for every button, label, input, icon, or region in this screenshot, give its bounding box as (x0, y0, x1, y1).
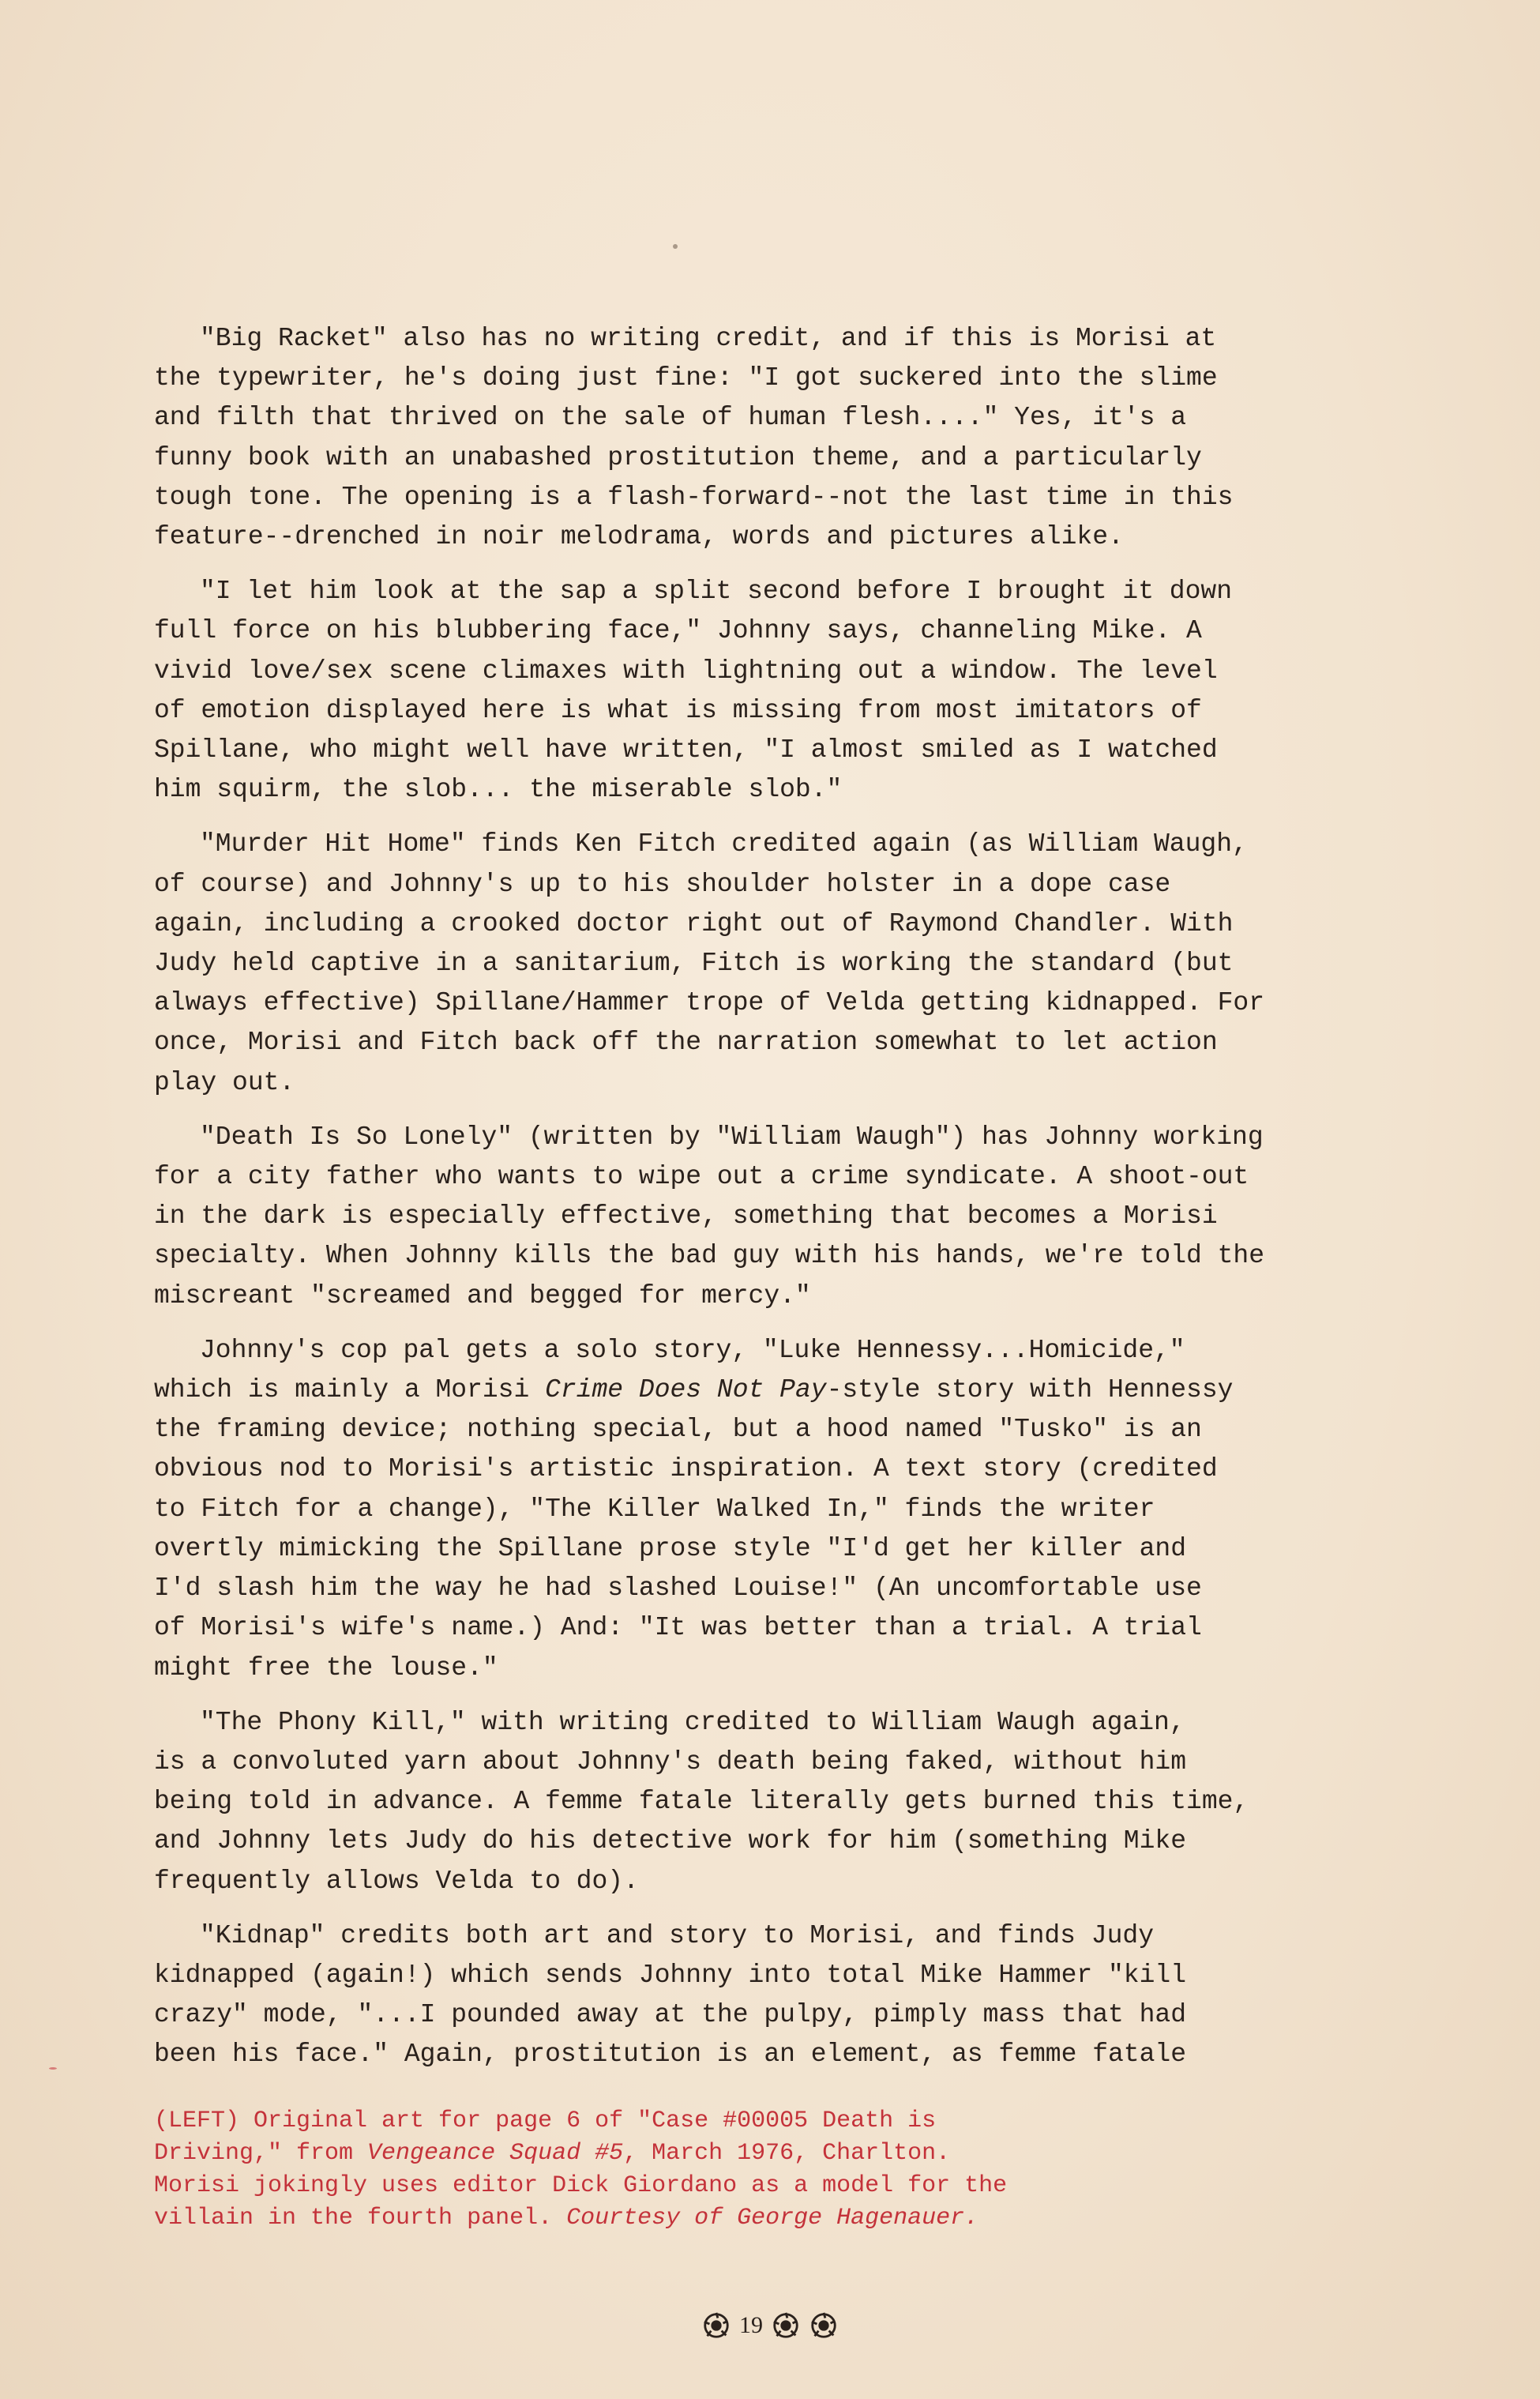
article-body (154, 319, 1394, 2090)
paragraph-sap: "I let him look at the sap a split second before I brought it down full force on his blubbering face," Johnny says, channeling Mike. A vivid love/sex scene climaxes with lightning out a window. The level of emotion displayed here is what is missing from most imitators of Spillane, who might well have written, "I almost smiled as I watched him squirm, the slob... the miserable slob." (154, 577, 1233, 805)
caption-italic-title: Vengeance Squad #5 (367, 2140, 624, 2167)
paper-speck (673, 244, 678, 249)
caption-text: , March 1976, Charlton. Morisi jokingly uses editor Dick Giordano as a model for the villain in the fourth panel. (154, 2140, 1008, 2232)
paragraph-big-racket: "Big Racket" also has no writing credit, and if this is Morisi at the typewriter, he's doing just fine: "I got suckered into the slime and filth that thrived on the sale of human flesh...." Yes, it's a funny book with an unabashed prostitution theme, and a particularly tough tone. The opening is a flash-forward--not the last time in this feature--drenched in noir melodrama, words and pictures alike. (154, 324, 1234, 552)
italic-title: Crime Does Not Pay (545, 1375, 827, 1405)
page-folio (0, 2311, 1540, 2341)
paragraph-murder-hit-home: "Murder Hit Home" finds Ken Fitch credited again (as William Waugh, of course) and Johnny's up to his shoulder holster in a dope case again, including a crooked doctor right out of Raymond Chandler. With Judy held captive in a sanitarium, Fitch is working the standard (but always effective) Spillane/Hammer trope of Velda getting kidnapped. For once, Morisi and Fitch back off the narration somewhat to let action play out. (154, 829, 1265, 1097)
bullet-hole-icon (809, 2311, 839, 2341)
paragraph-death-is-so-lonely: "Death Is So Lonely" (written by "William Waugh") has Johnny working for a city father who wants to wipe out a crime syndicate. A shoot-out in the dark is especially effective, something that becomes a Morisi specialty. When Johnny kills the bad guy with his hands, we're told the miscreant "screamed and begged for mercy." (154, 1122, 1265, 1310)
paragraph-luke-hennessy (154, 1331, 1394, 1688)
bullet-hole-icon (771, 2311, 801, 2341)
caption-credit: Courtesy of George Hagenauer. (566, 2205, 979, 2232)
paper-speck (49, 2067, 57, 2070)
paragraph-text: Johnny's cop pal gets a solo story, "Luke Hennessy...Homicide," which is mainly a Morisi (154, 1335, 1185, 1405)
caption-text: (LEFT) Original art for page 6 of "Case #00005 Death is Driving," from (154, 2108, 937, 2167)
paragraph-kidnap: "Kidnap" credits both art and story to Morisi, and finds Judy kidnapped (again!) which sends Johnny into total Mike Hammer "kill crazy" mode, "...I pounded away at the pulpy, pimply mass that had been his face." Again, prostitution is an element, as femme fatale (154, 1920, 1187, 2070)
bullet-hole-icon (701, 2311, 731, 2341)
paragraph-text: -style story with Hennessy the framing device; nothing special, but a hood named "Tusko" is an obvious nod to Morisi's artistic inspiration. A text story (credited to Fitch for a change), "The Killer Walked In," finds the writer overtly mimicking the Spillane prose style "I'd get her killer and I'd slash him the way he had slashed Louise!" (An uncomfortable use of Morisi's wife's name.) And: "It was better than a trial. A trial might free the louse." (154, 1375, 1234, 1683)
page-number: 19 (739, 2312, 763, 2338)
paragraph-phony-kill: "The Phony Kill," with writing credited to William Waugh again, is a convoluted yarn about Johnny's death being faked, without him being told in advance. A femme fatale literally gets burned this time, and Johnny lets Judy do his detective work for him (something Mike frequently allows Velda to do). (154, 1707, 1249, 1896)
figure-caption (154, 2105, 1181, 2235)
